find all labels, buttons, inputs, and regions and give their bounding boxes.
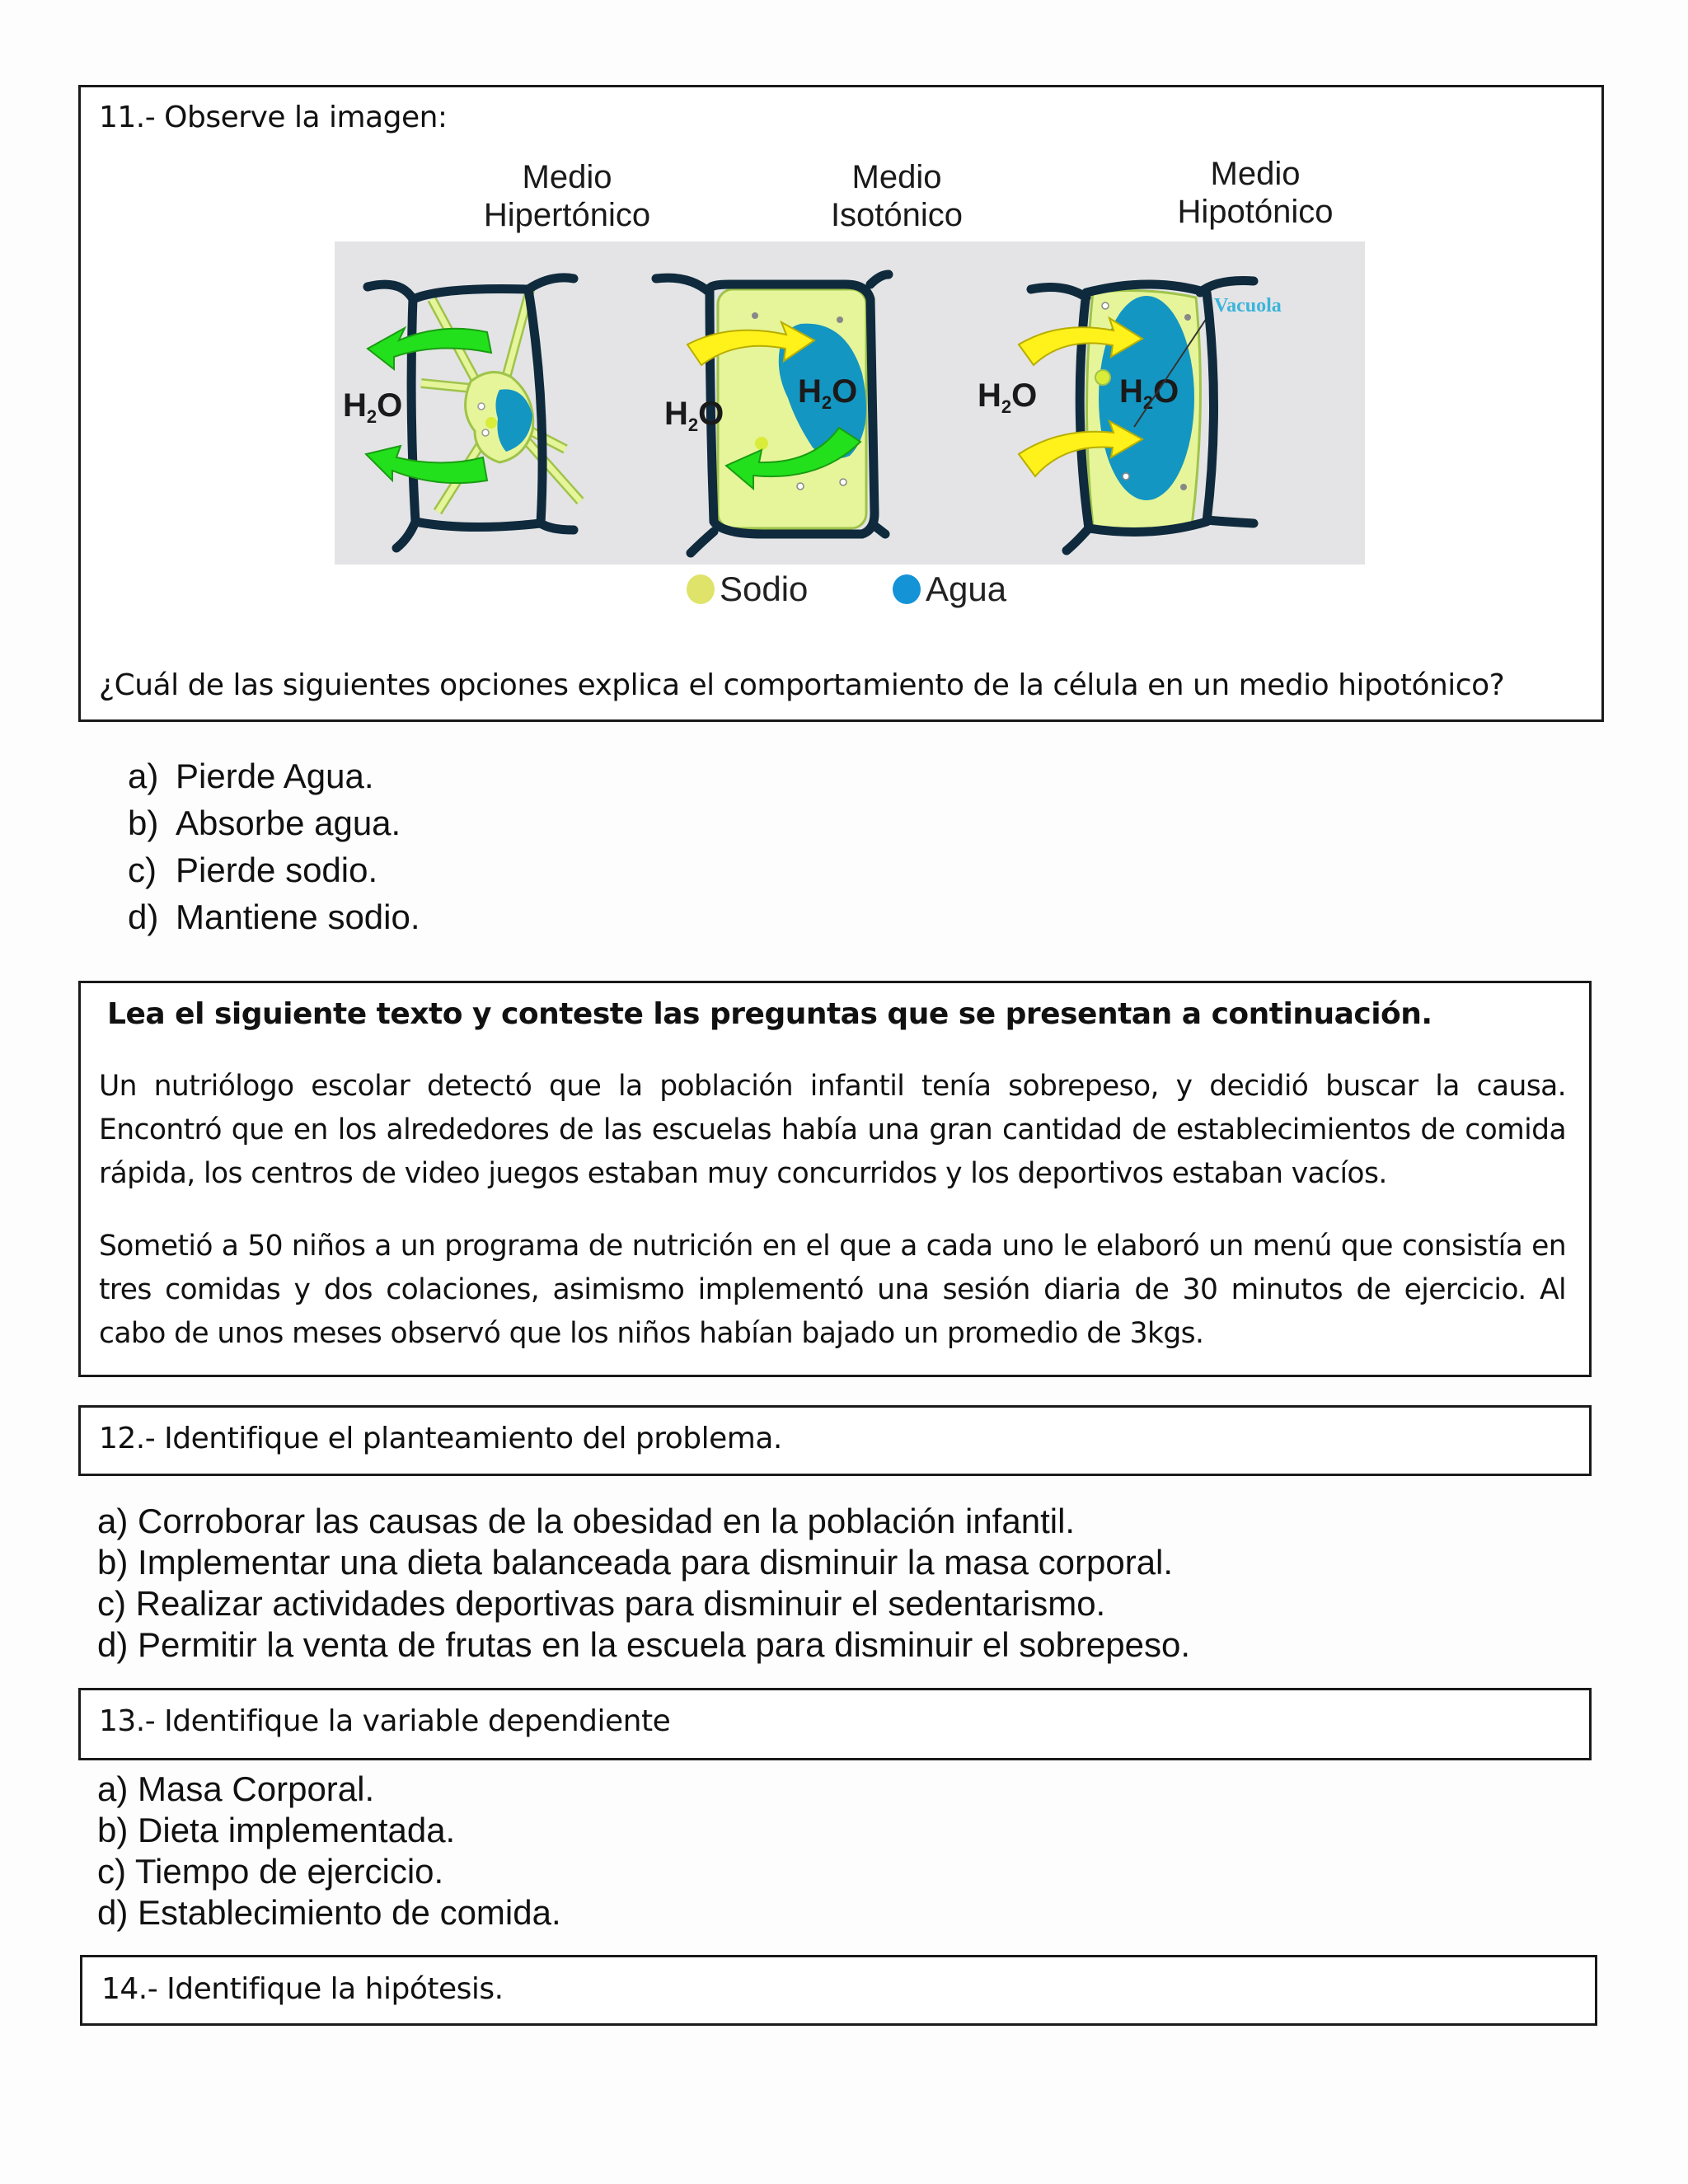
legend-agua — [893, 569, 1006, 609]
panel-heading-hypotonic — [1082, 155, 1428, 231]
option-letter: a) — [97, 1502, 129, 1540]
option-letter: b) — [97, 1811, 129, 1849]
option-text: Absorbe agua. — [176, 804, 401, 842]
option-text: Mantiene sodio. — [176, 898, 420, 936]
organelle — [1123, 473, 1129, 480]
option-text: Corroborar las causas de la obesidad en la población infantil. — [138, 1502, 1076, 1540]
heading-line: Medio — [1210, 156, 1301, 192]
q11-option-c[interactable] — [128, 851, 377, 890]
organelle — [1102, 302, 1109, 309]
option-letter: d) — [97, 1625, 129, 1664]
cell-wall — [1207, 520, 1254, 523]
h2o-label-outside: $H_2O$ — [343, 387, 403, 427]
q11-option-a[interactable] — [128, 757, 374, 796]
heading-line: Isotónico — [830, 197, 964, 233]
question-13-title: 13.- Identifique la variable dependiente — [99, 1704, 671, 1738]
option-letter: b) — [128, 804, 159, 842]
h2o-label-vacuole: $H_2O$ — [798, 373, 858, 413]
organelle — [837, 316, 843, 323]
option-text: Dieta implementada. — [138, 1811, 456, 1849]
vacuola-callout: Vacuola — [1214, 295, 1282, 316]
sodio-swatch-icon — [687, 574, 715, 604]
option-text: Permitir la venta de frutas en la escuela para disminuir el sobrepeso. — [138, 1625, 1191, 1664]
q12-option-b[interactable] — [97, 1543, 1173, 1582]
panel-heading-isotonic — [724, 158, 1070, 234]
q11-option-b[interactable] — [128, 804, 401, 843]
q13-option-a[interactable] — [97, 1769, 374, 1809]
agua-swatch-icon — [893, 574, 921, 604]
organelle — [482, 429, 489, 436]
q13-option-d[interactable] — [97, 1893, 561, 1933]
sodio-particle — [755, 437, 768, 450]
organelle — [1180, 484, 1187, 490]
question-14-title: 14.- Identifique la hipótesis. — [101, 1972, 504, 2006]
organelle — [752, 312, 758, 319]
option-letter: a) — [97, 1769, 129, 1808]
organelle — [1184, 314, 1191, 321]
organelle — [797, 483, 804, 490]
q12-option-a[interactable] — [97, 1502, 1075, 1541]
reading-instruction: Lea el siguiente texto y conteste las preguntas que se presentan a continuación. — [107, 997, 1432, 1031]
option-text: Masa Corporal. — [138, 1769, 375, 1808]
q12-option-d[interactable] — [97, 1625, 1190, 1665]
sodio-particle — [485, 417, 497, 429]
heading-line: Hipertónico — [483, 197, 651, 233]
legend-sodio — [687, 569, 808, 609]
heading-line: Medio — [851, 159, 942, 195]
reading-paragraph-1: Un nutriólogo escolar detectó que la población infantil tenía sobrepeso, y decidió buscar la causa. Encontró que en los alrededores de las escuelas había una gran cantidad de establecimientos de comida rápida, los centros de video juegos estaban muy concurridos y los deportivos estaban vacíos. — [99, 1070, 1566, 1190]
q13-option-c[interactable] — [97, 1852, 443, 1891]
organelle — [478, 403, 485, 410]
heading-line: Hipotónico — [1177, 194, 1334, 230]
option-letter: c) — [128, 851, 157, 889]
heading-line: Medio — [522, 159, 612, 195]
h2o-label-vacuole: $H_2O$ — [1119, 373, 1179, 413]
question-11-title: 11.- Observe la imagen: — [99, 101, 448, 134]
osmosis-figure — [335, 241, 1365, 565]
question-11-prompt: ¿Cuál de las siguientes opciones explica el comportamiento de la célula en un medio hipotónico? — [99, 668, 1505, 702]
h2o-label-outside: $H_2O$ — [978, 377, 1038, 417]
option-text: Establecimiento de comida. — [138, 1893, 561, 1932]
reading-paragraph-2: Sometió a 50 niños a un programa de nutrición en el que a cada uno le elaboró un menú que consistía en tres comidas y dos colaciones, asimismo implementó una sesión diaria de 30 minutos de ejercicio. Al cabo de unos meses observó que los niños habían bajado un promedio de 3kgs. — [99, 1230, 1566, 1350]
option-text: Implementar una dieta balanceada para disminuir la masa corporal. — [138, 1543, 1174, 1582]
sodio-particle — [1095, 370, 1110, 385]
question-12-title: 12.- Identifique el planteamiento del problema. — [99, 1422, 782, 1455]
question-11-box — [78, 85, 1604, 722]
option-letter: b) — [97, 1543, 129, 1582]
option-letter: c) — [97, 1584, 126, 1623]
q12-option-c[interactable] — [97, 1584, 1105, 1624]
legend-label: Sodio — [720, 569, 809, 608]
h2o-label-outside: $H_2O$ — [664, 396, 724, 435]
option-text: Tiempo de ejercicio. — [134, 1852, 444, 1891]
organelle — [840, 479, 846, 485]
option-letter: d) — [97, 1893, 129, 1932]
option-text: Realizar actividades deportivas para disminuir el sedentarismo. — [135, 1584, 1106, 1623]
q13-option-b[interactable] — [97, 1811, 455, 1850]
option-letter: c) — [97, 1852, 126, 1891]
panel-heading-hypertonic — [394, 158, 740, 234]
option-text: Pierde Agua. — [176, 757, 374, 795]
q11-option-d[interactable] — [128, 898, 420, 937]
option-letter: d) — [128, 898, 159, 936]
option-letter: a) — [128, 757, 159, 795]
option-text: Pierde sodio. — [176, 851, 378, 889]
legend-label: Agua — [926, 569, 1007, 608]
